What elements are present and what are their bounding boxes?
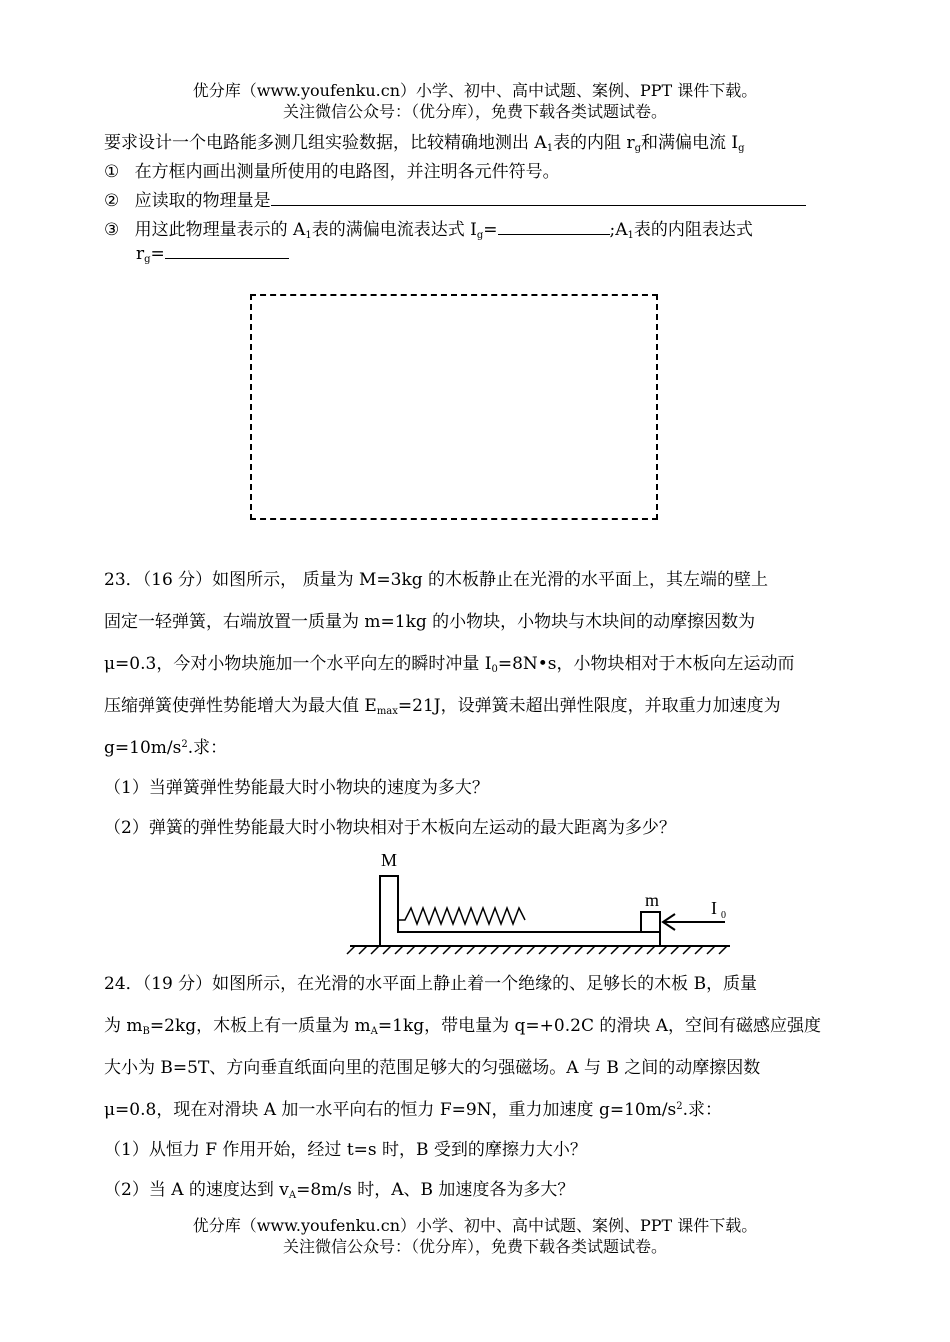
q23-sub-1: （1）当弹簧弹性势能最大时小物块的速度为多大？	[104, 778, 489, 798]
q24-sub-2: （2）当 A 的速度达到 $v_A=8m/s$ 时，A、B 加速度各为多大？	[104, 1180, 575, 1201]
q24-line-4: μ=0.8，现在对滑块 A 加一水平向右的恒力 F=9N，重力加速度 $g=10m/s^2$.求：	[104, 1100, 723, 1120]
q23-line-2: 固定一轻弹簧，右端放置一质量为 m=1kg 的小物块，小物块与木块间的动摩擦因数为	[104, 612, 756, 632]
footer-line-2: 关注微信公众号：（优分库），免费下载各类试题试卷。	[282, 1237, 667, 1256]
q24-line-1: 24．（19 分）如图所示，在光滑的水平面上静止着一个绝缘的、足够长的木板 B，质量	[104, 974, 758, 994]
label-m: m	[645, 890, 660, 910]
q22-item-3: ③ 用这此物理量表示的 $A_1$表的满偏电流表达式 $I_g=$ $;A_1$表的内阻表达式	[104, 220, 753, 241]
ground-surface	[347, 946, 730, 954]
circuit-drawing-box[interactable]	[250, 294, 658, 520]
q22-item-2: ② 应读取的物理量是	[104, 186, 806, 211]
label-I-sub: 0	[721, 910, 726, 921]
q24-sub-1: （1）从恒力 F 作用开始，经过 t=s 时，B 受到的摩擦力大小？	[104, 1140, 587, 1160]
label-I: I	[711, 898, 717, 918]
label-M: M	[381, 850, 398, 870]
spring	[398, 908, 525, 924]
q23-line-1: 23．（16 分）如图所示， 质量为 M=3kg 的木板静止在光滑的水平面上，其左端的壁上	[104, 570, 769, 590]
board-spring-block-figure	[345, 846, 735, 956]
q22-item-1: ① 在方框内画出测量所使用的电路图，并注明各元件符号。	[104, 162, 560, 182]
q22-intro: 要求设计一个电路能多测几组实验数据，比较精确地测出 $A_1$表的内阻 $r_g$和满偏电流 $I_g$	[104, 133, 745, 154]
answer-blank-quantities[interactable]	[271, 191, 806, 206]
q24-line-2: 为 $m_B=2kg$，木板上有一质量为 $m_A=1kg$，带电量为 q=+0.2C 的滑块 A，空间有磁感应强度	[104, 1016, 822, 1037]
q22-item-3-cont: $r_g=$	[136, 244, 289, 265]
header-line-2: 关注微信公众号：（优分库），免费下载各类试题试卷。	[282, 102, 667, 121]
footer-line-1: 优分库（www.youfenku.cn）小学、初中、高中试题、案例、PPT 课件下载。	[192, 1216, 758, 1235]
q23-line-3: μ=0.3，今对小物块施加一个水平向左的瞬时冲量 $I_0=8N•s$，小物块相对于木板向左运动而	[104, 654, 795, 675]
small-block	[641, 912, 660, 932]
q23-line-4: 压缩弹簧使弹性势能增大为最大值 $E_{max}=21J$，设弹簧未超出弹性限度，并取重力加速度为	[104, 696, 781, 717]
header-line-1: 优分库（www.youfenku.cn）小学、初中、高中试题、案例、PPT 课件下载。	[192, 81, 758, 100]
answer-blank-ig[interactable]	[498, 220, 610, 235]
q23-sub-2: （2）弹簧的弹性势能最大时小物块相对于木板向左运动的最大距离为多少？	[104, 818, 676, 838]
q23-line-5: $g=10m/s^2$.求：	[104, 738, 228, 758]
q24-line-3: 大小为 B=5T、方向垂直纸面向里的范围足够大的匀强磁场。A 与 B 之间的动摩擦因数	[104, 1058, 761, 1078]
answer-blank-rg[interactable]	[165, 244, 289, 259]
